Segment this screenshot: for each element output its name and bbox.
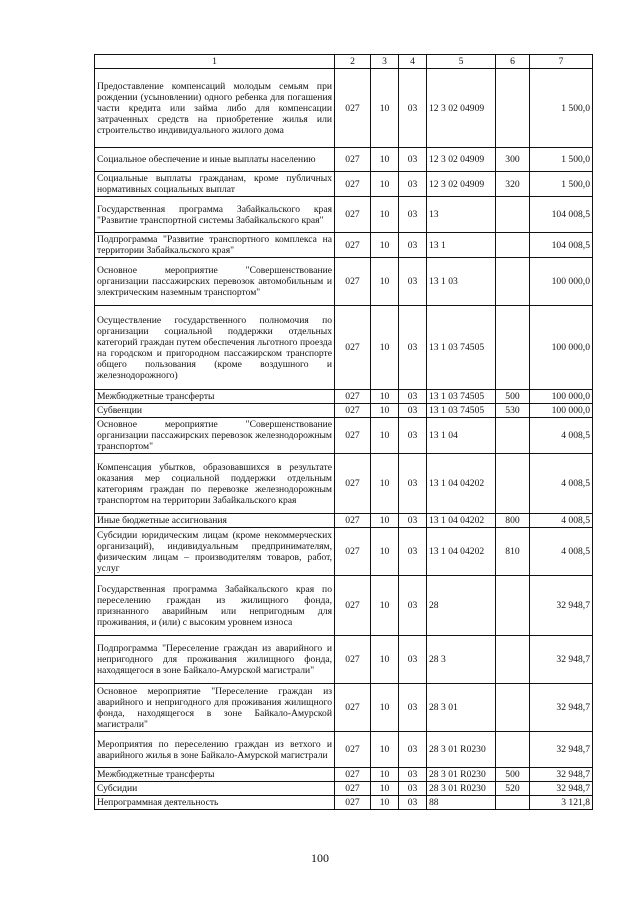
section-code: 10 xyxy=(371,528,399,576)
target-article-code: 13 1 04 04202 xyxy=(427,528,496,576)
item-name: Непрограммная деятельность xyxy=(95,796,335,810)
expense-type-code xyxy=(496,69,530,148)
ministry-code: 027 xyxy=(335,172,371,197)
table-row xyxy=(95,148,593,172)
subsection-code: 03 xyxy=(399,782,427,796)
amount: 100 000,0 xyxy=(530,404,593,418)
ministry-code: 027 xyxy=(335,148,371,172)
expense-type-code: 810 xyxy=(496,528,530,576)
table-row xyxy=(95,258,593,306)
target-article-code: 13 xyxy=(427,197,496,233)
expense-type-code xyxy=(496,454,530,514)
target-article-code: 13 1 xyxy=(427,233,496,258)
section-code: 10 xyxy=(371,418,399,454)
column-header-4: 4 xyxy=(399,55,427,69)
ministry-code: 027 xyxy=(335,404,371,418)
subsection-code: 03 xyxy=(399,576,427,636)
target-article-code: 13 1 03 xyxy=(427,258,496,306)
expense-type-code xyxy=(496,636,530,684)
subsection-code: 03 xyxy=(399,636,427,684)
table-row xyxy=(95,768,593,782)
amount: 100 000,0 xyxy=(530,258,593,306)
item-name: Межбюджетные трансферты xyxy=(95,768,335,782)
item-name: Иные бюджетные ассигнования xyxy=(95,514,335,528)
ministry-code: 027 xyxy=(335,69,371,148)
section-code: 10 xyxy=(371,404,399,418)
section-code: 10 xyxy=(371,306,399,390)
target-article-code: 12 3 02 04909 xyxy=(427,69,496,148)
table-row xyxy=(95,782,593,796)
amount: 1 500,0 xyxy=(530,172,593,197)
target-article-code: 12 3 02 04909 xyxy=(427,172,496,197)
item-name: Субсидии xyxy=(95,782,335,796)
ministry-code: 027 xyxy=(335,732,371,768)
subsection-code: 03 xyxy=(399,454,427,514)
target-article-code: 13 1 04 xyxy=(427,418,496,454)
ministry-code: 027 xyxy=(335,233,371,258)
budget-table xyxy=(94,54,593,810)
table-row xyxy=(95,197,593,233)
subsection-code: 03 xyxy=(399,148,427,172)
section-code: 10 xyxy=(371,796,399,810)
item-name: Государственная программа Забайкальского края по переселению граждан из жилищного фонда, признанного аварийным или непригодным для проживания, и (или) с высоким уровнем износа xyxy=(95,576,335,636)
ministry-code: 027 xyxy=(335,528,371,576)
table-row xyxy=(95,418,593,454)
table-row xyxy=(95,454,593,514)
subsection-code: 03 xyxy=(399,306,427,390)
ministry-code: 027 xyxy=(335,197,371,233)
ministry-code: 027 xyxy=(335,768,371,782)
item-name: Подпрограмма "Развитие транспортного комплекса на территории Забайкальского края" xyxy=(95,233,335,258)
ministry-code: 027 xyxy=(335,306,371,390)
ministry-code: 027 xyxy=(335,796,371,810)
table-row xyxy=(95,172,593,197)
table-row xyxy=(95,404,593,418)
table-row xyxy=(95,514,593,528)
section-code: 10 xyxy=(371,768,399,782)
section-code: 10 xyxy=(371,258,399,306)
column-header-2: 2 xyxy=(335,55,371,69)
item-name: Подпрограмма "Переселение граждан из аварийного и непригодного для проживания жилищного фонда, находящегося в зоне Байкало-Амурской магистрали" xyxy=(95,636,335,684)
expense-type-code: 320 xyxy=(496,172,530,197)
expense-type-code xyxy=(496,197,530,233)
subsection-code: 03 xyxy=(399,404,427,418)
expense-type-code xyxy=(496,796,530,810)
table-row xyxy=(95,684,593,732)
item-name: Предоставление компенсаций молодым семьям при рождении (усыновлении) одного ребенка для погашения части кредита или займа либо для компенсации затраченных средств на приобретение жилья или строительство индивидуального жилого дома xyxy=(95,69,335,148)
amount: 3 121,8 xyxy=(530,796,593,810)
target-article-code: 12 3 02 04909 xyxy=(427,148,496,172)
table-body xyxy=(95,69,593,810)
column-header-3: 3 xyxy=(371,55,399,69)
amount: 4 008,5 xyxy=(530,418,593,454)
column-header-1: 1 xyxy=(95,55,335,69)
target-article-code: 13 1 03 74505 xyxy=(427,390,496,404)
section-code: 10 xyxy=(371,390,399,404)
target-article-code: 28 3 01 xyxy=(427,684,496,732)
expense-type-code: 530 xyxy=(496,404,530,418)
item-name: Осуществление государственного полномочия по организации социальной поддержки отдельных категорий граждан путем обеспечения льготного проезда на городском и пригородном пассажирском транспорте общего пользования (кроме воздушного и железнодорожного) xyxy=(95,306,335,390)
ministry-code: 027 xyxy=(335,514,371,528)
section-code: 10 xyxy=(371,148,399,172)
column-header-5: 5 xyxy=(427,55,496,69)
ministry-code: 027 xyxy=(335,782,371,796)
amount: 32 948,7 xyxy=(530,768,593,782)
target-article-code: 28 3 01 R0230 xyxy=(427,768,496,782)
item-name: Основное мероприятие "Совершенствование организации пассажирских перевозок железнодорожным транспортом" xyxy=(95,418,335,454)
item-name: Компенсация убытков, образовавшихся в результате оказания мер социальной поддержки отдельным категориям граждан по перевозке железнодорожным транспортом на территории Забайкальского края xyxy=(95,454,335,514)
column-header-6: 6 xyxy=(496,55,530,69)
section-code: 10 xyxy=(371,732,399,768)
ministry-code: 027 xyxy=(335,684,371,732)
subsection-code: 03 xyxy=(399,258,427,306)
section-code: 10 xyxy=(371,172,399,197)
expense-type-code xyxy=(496,684,530,732)
expense-type-code xyxy=(496,258,530,306)
target-article-code: 28 xyxy=(427,576,496,636)
amount: 32 948,7 xyxy=(530,732,593,768)
ministry-code: 027 xyxy=(335,418,371,454)
subsection-code: 03 xyxy=(399,197,427,233)
section-code: 10 xyxy=(371,782,399,796)
table-row xyxy=(95,233,593,258)
subsection-code: 03 xyxy=(399,172,427,197)
item-name: Субвенции xyxy=(95,404,335,418)
expense-type-code: 520 xyxy=(496,782,530,796)
subsection-code: 03 xyxy=(399,514,427,528)
expense-type-code xyxy=(496,233,530,258)
expense-type-code: 500 xyxy=(496,390,530,404)
subsection-code: 03 xyxy=(399,684,427,732)
column-header-7: 7 xyxy=(530,55,593,69)
subsection-code: 03 xyxy=(399,69,427,148)
expense-type-code: 300 xyxy=(496,148,530,172)
ministry-code: 027 xyxy=(335,636,371,684)
table-row xyxy=(95,528,593,576)
expense-type-code: 500 xyxy=(496,768,530,782)
amount: 32 948,7 xyxy=(530,636,593,684)
item-name: Основное мероприятие "Совершенствование организации пассажирских перевозок автомобильным и электрическим наземным транспортом" xyxy=(95,258,335,306)
amount: 104 008,5 xyxy=(530,233,593,258)
ministry-code: 027 xyxy=(335,258,371,306)
subsection-code: 03 xyxy=(399,528,427,576)
section-code: 10 xyxy=(371,514,399,528)
expense-type-code xyxy=(496,732,530,768)
target-article-code: 28 3 xyxy=(427,636,496,684)
section-code: 10 xyxy=(371,576,399,636)
table-row xyxy=(95,306,593,390)
table-row xyxy=(95,636,593,684)
section-code: 10 xyxy=(371,69,399,148)
amount: 4 008,5 xyxy=(530,528,593,576)
table-row xyxy=(95,390,593,404)
section-code: 10 xyxy=(371,197,399,233)
page-number: 100 xyxy=(311,851,329,865)
amount: 1 500,0 xyxy=(530,148,593,172)
section-code: 10 xyxy=(371,636,399,684)
section-code: 10 xyxy=(371,684,399,732)
expense-type-code xyxy=(496,418,530,454)
amount: 32 948,7 xyxy=(530,684,593,732)
target-article-code: 13 1 04 04202 xyxy=(427,454,496,514)
amount: 100 000,0 xyxy=(530,306,593,390)
section-code: 10 xyxy=(371,233,399,258)
expense-type-code xyxy=(496,306,530,390)
expense-type-code: 800 xyxy=(496,514,530,528)
item-name: Государственная программа Забайкальского края "Развитие транспортной системы Забайкальского края" xyxy=(95,197,335,233)
amount: 104 008,5 xyxy=(530,197,593,233)
target-article-code: 13 1 04 04202 xyxy=(427,514,496,528)
amount: 100 000,0 xyxy=(530,390,593,404)
target-article-code: 28 3 01 R0230 xyxy=(427,782,496,796)
expense-type-code xyxy=(496,576,530,636)
item-name: Основное мероприятие "Переселение граждан из аварийного и непригодного для проживания жилищного фонда, находящегося в зоне Байкало-Амурской магистрали" xyxy=(95,684,335,732)
amount: 4 008,5 xyxy=(530,514,593,528)
target-article-code: 13 1 03 74505 xyxy=(427,306,496,390)
amount: 32 948,7 xyxy=(530,576,593,636)
target-article-code: 13 1 03 74505 xyxy=(427,404,496,418)
ministry-code: 027 xyxy=(335,454,371,514)
ministry-code: 027 xyxy=(335,576,371,636)
target-article-code: 88 xyxy=(427,796,496,810)
table-row xyxy=(95,796,593,810)
table-row xyxy=(95,69,593,148)
amount: 4 008,5 xyxy=(530,454,593,514)
table-row xyxy=(95,732,593,768)
section-code: 10 xyxy=(371,454,399,514)
subsection-code: 03 xyxy=(399,796,427,810)
ministry-code: 027 xyxy=(335,390,371,404)
subsection-code: 03 xyxy=(399,768,427,782)
header-row xyxy=(95,55,593,69)
subsection-code: 03 xyxy=(399,418,427,454)
item-name: Межбюджетные трансферты xyxy=(95,390,335,404)
table-row xyxy=(95,576,593,636)
item-name: Социальное обеспечение и иные выплаты населению xyxy=(95,148,335,172)
amount: 32 948,7 xyxy=(530,782,593,796)
target-article-code: 28 3 01 R0230 xyxy=(427,732,496,768)
item-name: Субсидии юридическим лицам (кроме некоммерческих организаций), индивидуальным предпринимателям, физическим лицам – производителям товаров, работ, услуг xyxy=(95,528,335,576)
amount: 1 500,0 xyxy=(530,69,593,148)
subsection-code: 03 xyxy=(399,732,427,768)
item-name: Мероприятия по переселению граждан из ветхого и аварийного жилья в зоне Байкало-Амурской магистрали xyxy=(95,732,335,768)
subsection-code: 03 xyxy=(399,233,427,258)
item-name: Социальные выплаты гражданам, кроме публичных нормативных социальных выплат xyxy=(95,172,335,197)
subsection-code: 03 xyxy=(399,390,427,404)
